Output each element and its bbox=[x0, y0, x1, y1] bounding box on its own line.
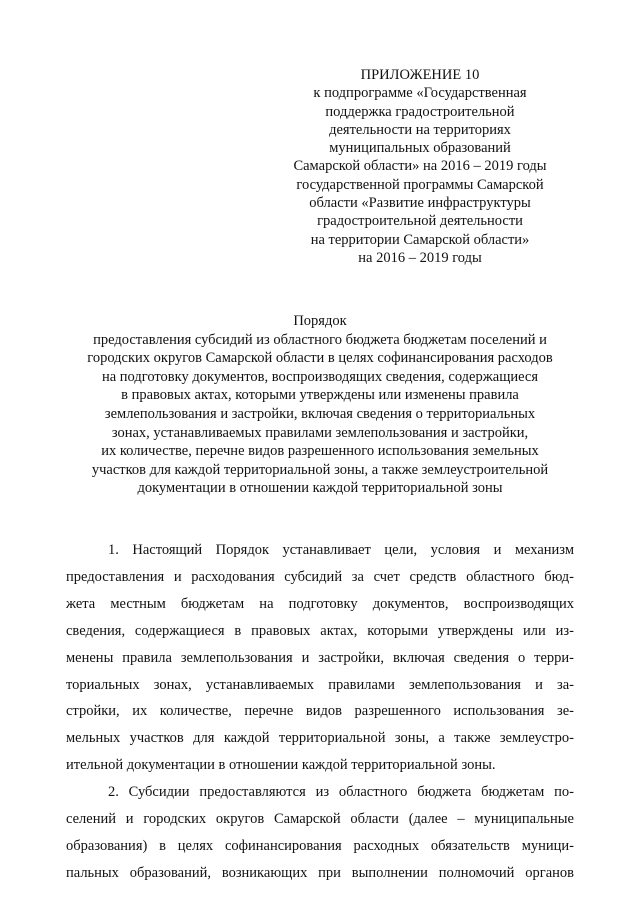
paragraph-line: ительной документации в отношении каждой территориальной зоны. bbox=[66, 757, 496, 774]
appendix-line: градостроительной деятельности bbox=[317, 213, 523, 230]
appendix-line: деятельности на территориях bbox=[329, 121, 511, 138]
paragraph-line: жета местным бюджетам на подготовку документов, воспроизводящих bbox=[66, 595, 574, 612]
appendix-line: государственной программы Самарской bbox=[296, 176, 544, 193]
title-line: в правовых актах, которыми утверждены или изменены правила bbox=[121, 387, 519, 404]
title-line: землепользования и застройки, включая сведения о территориальных bbox=[104, 405, 536, 422]
paragraph-line: менены правила землепользования и застройки, включая сведения о терри- bbox=[66, 649, 574, 666]
paragraph-line: сведения, содержащиеся в правовых актах, которыми утверждены или из- bbox=[66, 622, 574, 639]
paragraph-line: селений и городских округов Самарской области (далее – муниципальные bbox=[66, 811, 574, 828]
paragraph-line: 2. Субсидии предоставляются из областного бюджета бюджетам по- bbox=[108, 784, 574, 801]
appendix-line: ПРИЛОЖЕНИЕ 10 bbox=[360, 67, 480, 83]
appendix-line: на территории Самарской области» bbox=[310, 231, 530, 248]
paragraph-line: предоставления и расходования субсидий за счет средств областного бюд- bbox=[66, 568, 574, 585]
appendix-line: поддержка градостроительной bbox=[325, 103, 515, 120]
paragraph-line: образования) в целях софинансирования расходных обязательств муници- bbox=[66, 837, 574, 854]
paragraph-line: 1. Настоящий Порядок устанавливает цели, условия и механизм bbox=[108, 542, 574, 558]
title-line: их количестве, перечне видов разрешенного использования земельных bbox=[101, 443, 539, 460]
title-line: на подготовку документов, воспроизводящих сведения, содержащиеся bbox=[101, 368, 539, 385]
appendix-header bbox=[280, 66, 560, 267]
paragraph-line: мельных участков для каждой территориальной зоны, а также землеустро- bbox=[66, 730, 574, 747]
title-line: городских округов Самарской области в целях софинансирования расходов bbox=[87, 350, 553, 367]
paragraph-line: стройки, их количестве, перечне видов разрешенного использования зе- bbox=[66, 703, 574, 720]
title-line: зонах, устанавливаемых правилами землепользования и застройки, bbox=[111, 424, 529, 441]
title-line: участков для каждой территориальной зоны, а также землеустроительной bbox=[91, 461, 549, 478]
paragraph-1 bbox=[66, 537, 574, 779]
title-heading: Порядок bbox=[293, 313, 347, 329]
title-line: предоставления субсидий из областного бюджета бюджетам поселений и bbox=[93, 331, 547, 348]
document-title bbox=[40, 312, 600, 498]
paragraph-2 bbox=[66, 779, 574, 887]
paragraph-line: пальных образований, возникающих при выполнении полномочий органов bbox=[66, 864, 574, 881]
appendix-line: области «Развитие инфраструктуры bbox=[309, 195, 531, 212]
appendix-line: к подпрограмме «Государственная bbox=[313, 85, 527, 102]
paragraph-line: ториальных зонах, устанавливаемых правилами землепользования и за- bbox=[66, 676, 574, 693]
body-text bbox=[66, 537, 574, 887]
appendix-line: муниципальных образований bbox=[329, 140, 511, 157]
title-line: документации в отношении каждой территориальной зоны bbox=[137, 480, 503, 497]
appendix-line: на 2016 – 2019 годы bbox=[358, 249, 482, 266]
appendix-line: Самарской области» на 2016 – 2019 годы bbox=[293, 158, 547, 175]
